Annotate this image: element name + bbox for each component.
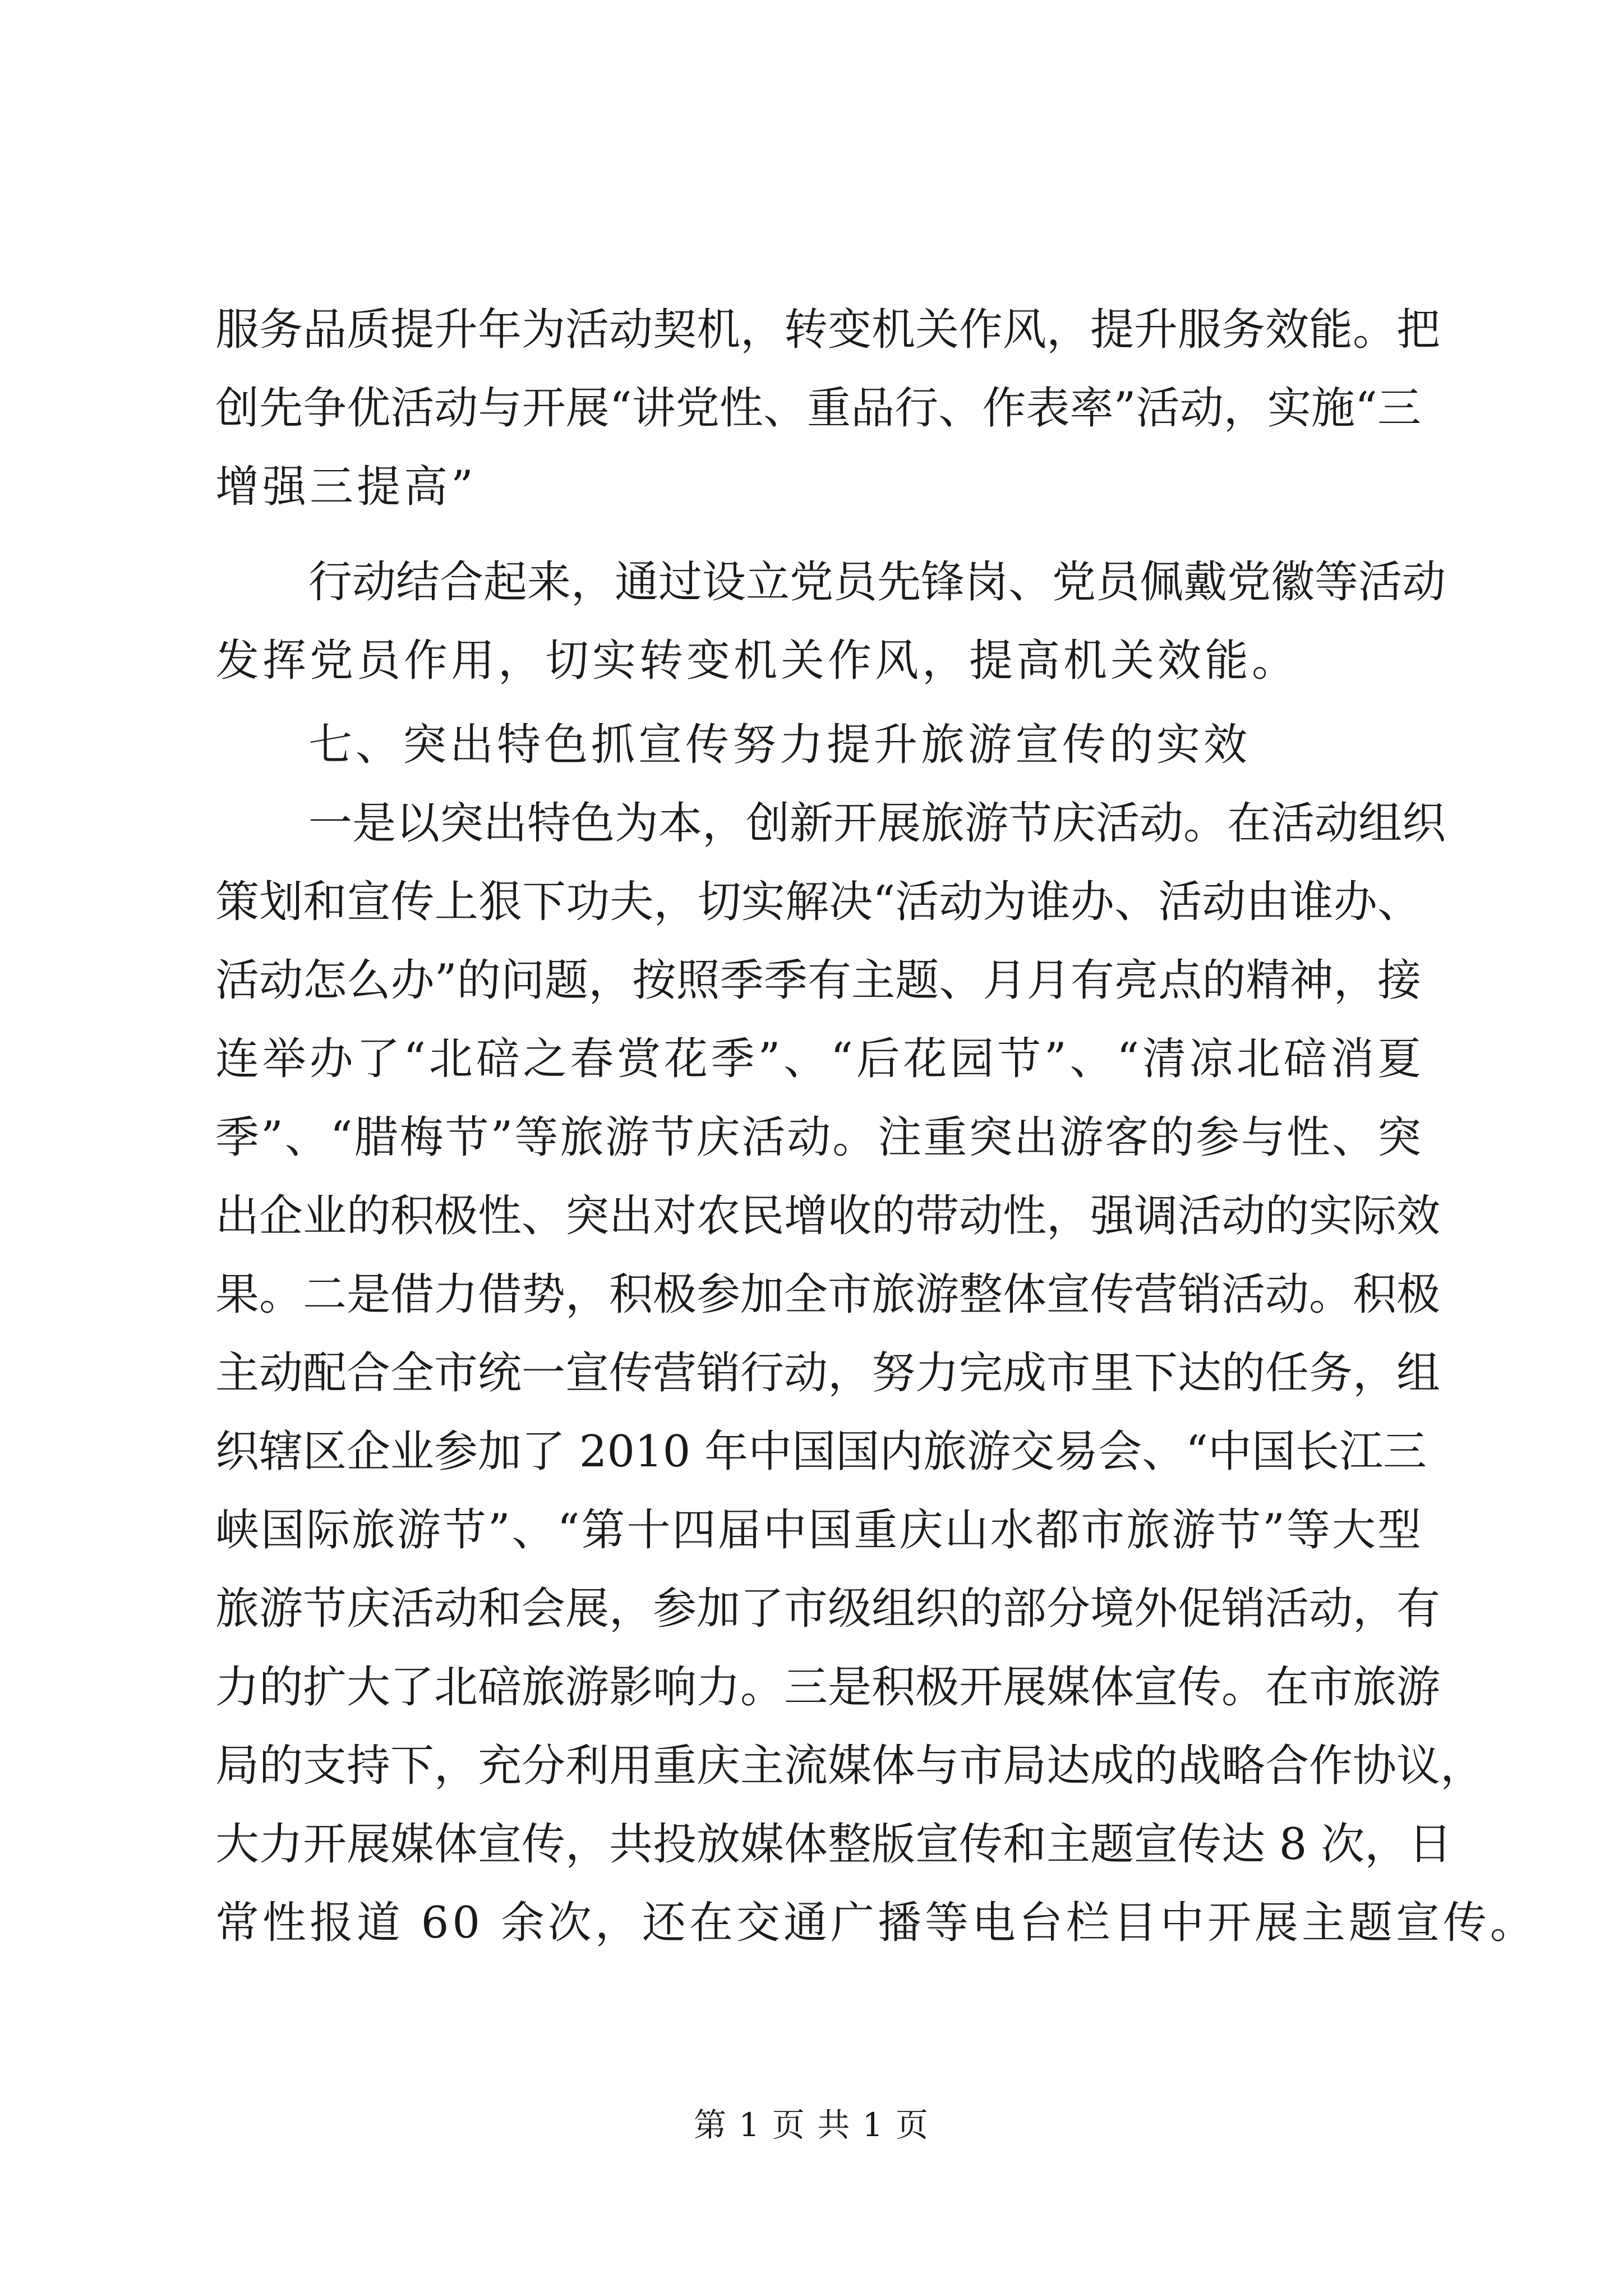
text-line: 大力开展媒体宣传，共投放媒体整版宣传和主题宣传达 8 次，日 [215, 1819, 1453, 1870]
text-line: 创先争优活动与开展“讲党性、重品行、作表率”活动，实施“三 [215, 383, 1421, 434]
text-line: 果。二是借力借势，积极参加全市旅游整体宣传营销活动。积极 [215, 1269, 1441, 1320]
text-line: 服务品质提升年为活动契机，转变机关作风，提升服务效能。把 [215, 305, 1441, 355]
text-line: 季”、“腊梅节”等旅游节庆活动。注重突出游客的参与性、突 [215, 1112, 1421, 1163]
text-line: 发挥党员作用，切实转变机关作风，提高机关效能。 [215, 636, 1299, 686]
text-line: 行动结合起来，通过设立党员先锋岗、党员佩戴党徽等活动 [308, 557, 1446, 608]
page-footer: 第 1 页 共 1 页 [694, 2106, 929, 2144]
text-line: 织辖区企业参加了 2010 年中国国内旅游交易会、“中国长江三 [215, 1427, 1427, 1477]
text-line: 旅游节庆活动和会展，参加了市级组织的部分境外促销活动，有 [215, 1584, 1441, 1634]
text-line: 连举办了“北碚之春赏花季”、“后花园节”、“清凉北碚消夏 [215, 1034, 1421, 1084]
text-line: 峡国际旅游节”、“第十四届中国重庆山水都市旅游节”等大型 [215, 1505, 1421, 1556]
text-line: 活动怎么办”的问题，按照季季有主题、月月有亮点的精神，接 [215, 955, 1421, 1006]
text-line: 常性报道 60 余次，还在交通广播等电台栏目中开展主题宣传。 [215, 1898, 1537, 1948]
text-line: 局的支持下，充分利用重庆主流媒体与市局达成的战略合作协议， [215, 1741, 1484, 1791]
text-line: 一是以突出特色为本，创新开展旅游节庆活动。在活动组织 [308, 798, 1446, 849]
text-line: 力的扩大了北碚旅游影响力。三是积极开展媒体宣传。在市旅游 [215, 1662, 1441, 1713]
text-line: 策划和宣传上狠下功夫，切实解决“活动为谁办、活动由谁办、 [215, 877, 1421, 927]
section-heading: 七、突出特色抓宣传努力提升旅游宣传的实效 [308, 720, 1251, 770]
text-line: 主动配合全市统一宣传营销行动，努力完成市里下达的任务，组 [215, 1348, 1441, 1398]
text-line: 出企业的积极性、突出对农民增收的带动性，强调活动的实际效 [215, 1191, 1441, 1241]
text-line: 增强三提高” [215, 462, 477, 512]
